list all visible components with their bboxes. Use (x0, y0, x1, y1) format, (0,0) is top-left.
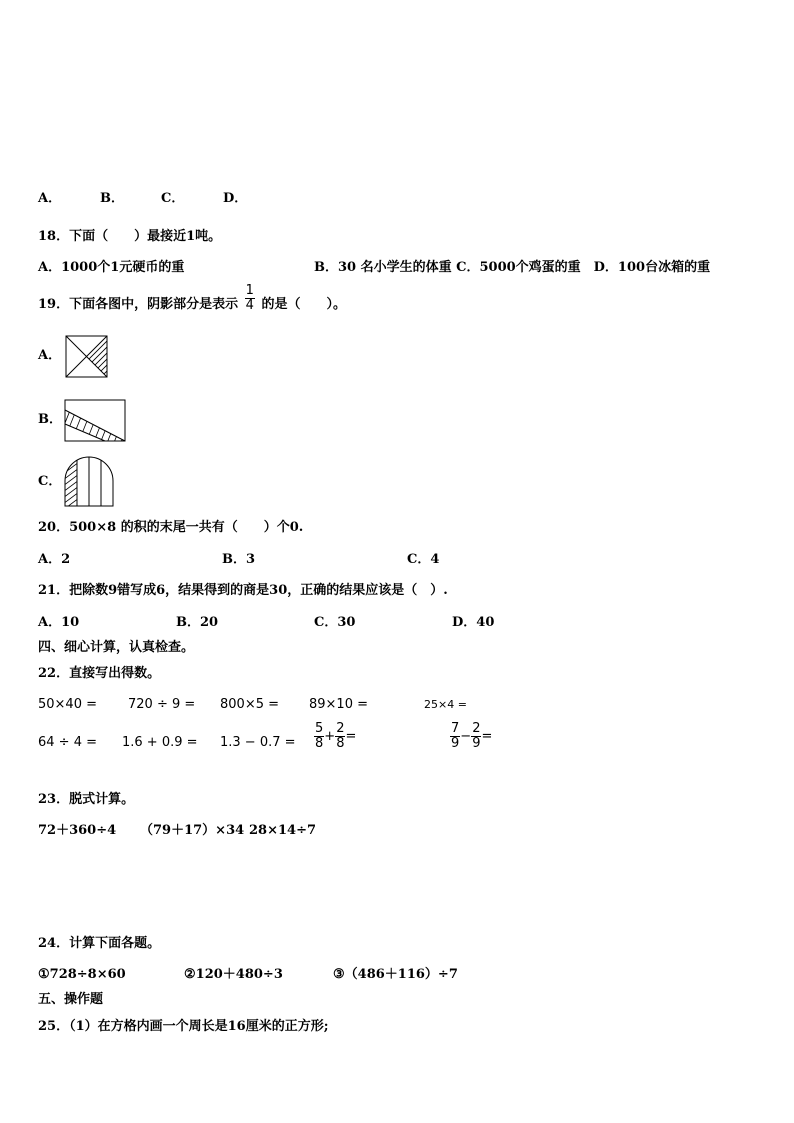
q23-item-1: 72＋360÷4 (38, 823, 117, 838)
q22-stem: 22．直接写出得数。 (38, 666, 161, 681)
q17-option-a: A． (38, 191, 62, 206)
q23-item-3: 28×14÷7 (249, 823, 317, 838)
q22-frac2-op: − (460, 729, 472, 744)
q25-stem: 25．（1）在方格内画一个周长是16厘米的正方形; (38, 1019, 329, 1034)
q22-expr-3: 800×5 = (220, 697, 280, 712)
q19-figure-a (64, 334, 109, 379)
q22-frac2-b (471, 722, 481, 751)
q21-option-d: D．40 (452, 615, 495, 630)
q22-expr-5: 25×4 = (424, 698, 467, 711)
q22-frac1-b-num: 2 (336, 721, 345, 736)
q18-option-a: A．1000个1元硬币的重 (38, 260, 185, 275)
q19-stem-after: 的是（ ）。 (261, 297, 346, 312)
q19-figure-c (63, 456, 115, 508)
q22-frac1-eq: = (345, 729, 357, 744)
section-4-heading: 四、细心计算，认真检查。 (38, 640, 195, 655)
q18-stem: 18．下面（ ）最接近1吨。 (38, 229, 222, 244)
q22-frac2-eq: = (481, 729, 493, 744)
q22-frac1-b-den: 8 (336, 736, 345, 751)
q19-stem-before: 19．下面各图中，阴影部分是表示 (38, 297, 239, 312)
q23-stem: 23．脱式计算。 (38, 792, 135, 807)
q24-item-1: ①728÷8×60 (38, 967, 126, 982)
q21-option-c: C．30 (314, 615, 356, 630)
q22-frac2-a-num: 7 (451, 721, 460, 736)
q22-frac2-b-den: 9 (472, 736, 481, 751)
q20-option-a: A．2 (38, 552, 71, 567)
q20-stem: 20．500×8 的积的末尾一共有（ ）个0. (38, 520, 304, 535)
q22-expr-6: 64 ÷ 4 = (38, 735, 97, 750)
q22-expr-7: 1.6 + 0.9 = (122, 735, 198, 750)
q22-frac2-a-den: 9 (451, 736, 460, 751)
q21-option-a: A．10 (38, 615, 80, 630)
q17-option-d: D． (223, 191, 248, 206)
q24-item-3: ③（486＋116）÷7 (333, 967, 458, 982)
q20-option-c: C．4 (407, 552, 440, 567)
q19-stem (38, 283, 346, 313)
q17-option-c: C． (161, 191, 185, 206)
section-5-heading: 五、操作题 (38, 992, 104, 1007)
q19-label-b: B． (38, 412, 62, 427)
q19-fraction-denominator: 4 (245, 298, 254, 313)
q24-item-2: ②120＋480÷3 (184, 967, 283, 982)
q23-item-2: （79＋17）×34 (140, 823, 245, 838)
q22-expr-1: 50×40 = (38, 697, 98, 712)
q22-fraction-expr-1 (314, 722, 356, 751)
q24-stem: 24．计算下面各题。 (38, 936, 161, 951)
q19-label-a: A． (38, 348, 62, 363)
q22-expr-2: 720 ÷ 9 = (128, 697, 196, 712)
q20-option-b: B．3 (222, 552, 256, 567)
q22-frac2-b-num: 2 (472, 721, 481, 736)
q22-frac1-b (335, 722, 345, 751)
q22-expr-4: 89×10 = (309, 697, 369, 712)
q22-expr-8: 1.3 − 0.7 = (220, 735, 296, 750)
q22-frac1-a-num: 5 (315, 721, 324, 736)
q18-options-bcd: B．30 名小学生的体重 C．5000个鸡蛋的重 D．100台冰箱的重 (314, 260, 711, 275)
q22-frac1-a-den: 8 (315, 736, 324, 751)
q21-option-b: B．20 (176, 615, 219, 630)
q22-frac1-a (314, 722, 324, 751)
q17-option-b: B． (100, 191, 124, 206)
q19-fraction (245, 284, 255, 313)
q21-stem: 21．把除数9错写成6，结果得到的商是30，正确的结果应该是（ ）. (38, 583, 448, 598)
q22-frac1-op: + (324, 729, 336, 744)
q22-fraction-expr-2 (450, 722, 492, 751)
q19-fraction-numerator: 1 (245, 283, 254, 298)
q19-label-c: C． (38, 474, 62, 489)
q22-frac2-a (450, 722, 460, 751)
q19-figure-b (63, 398, 127, 443)
